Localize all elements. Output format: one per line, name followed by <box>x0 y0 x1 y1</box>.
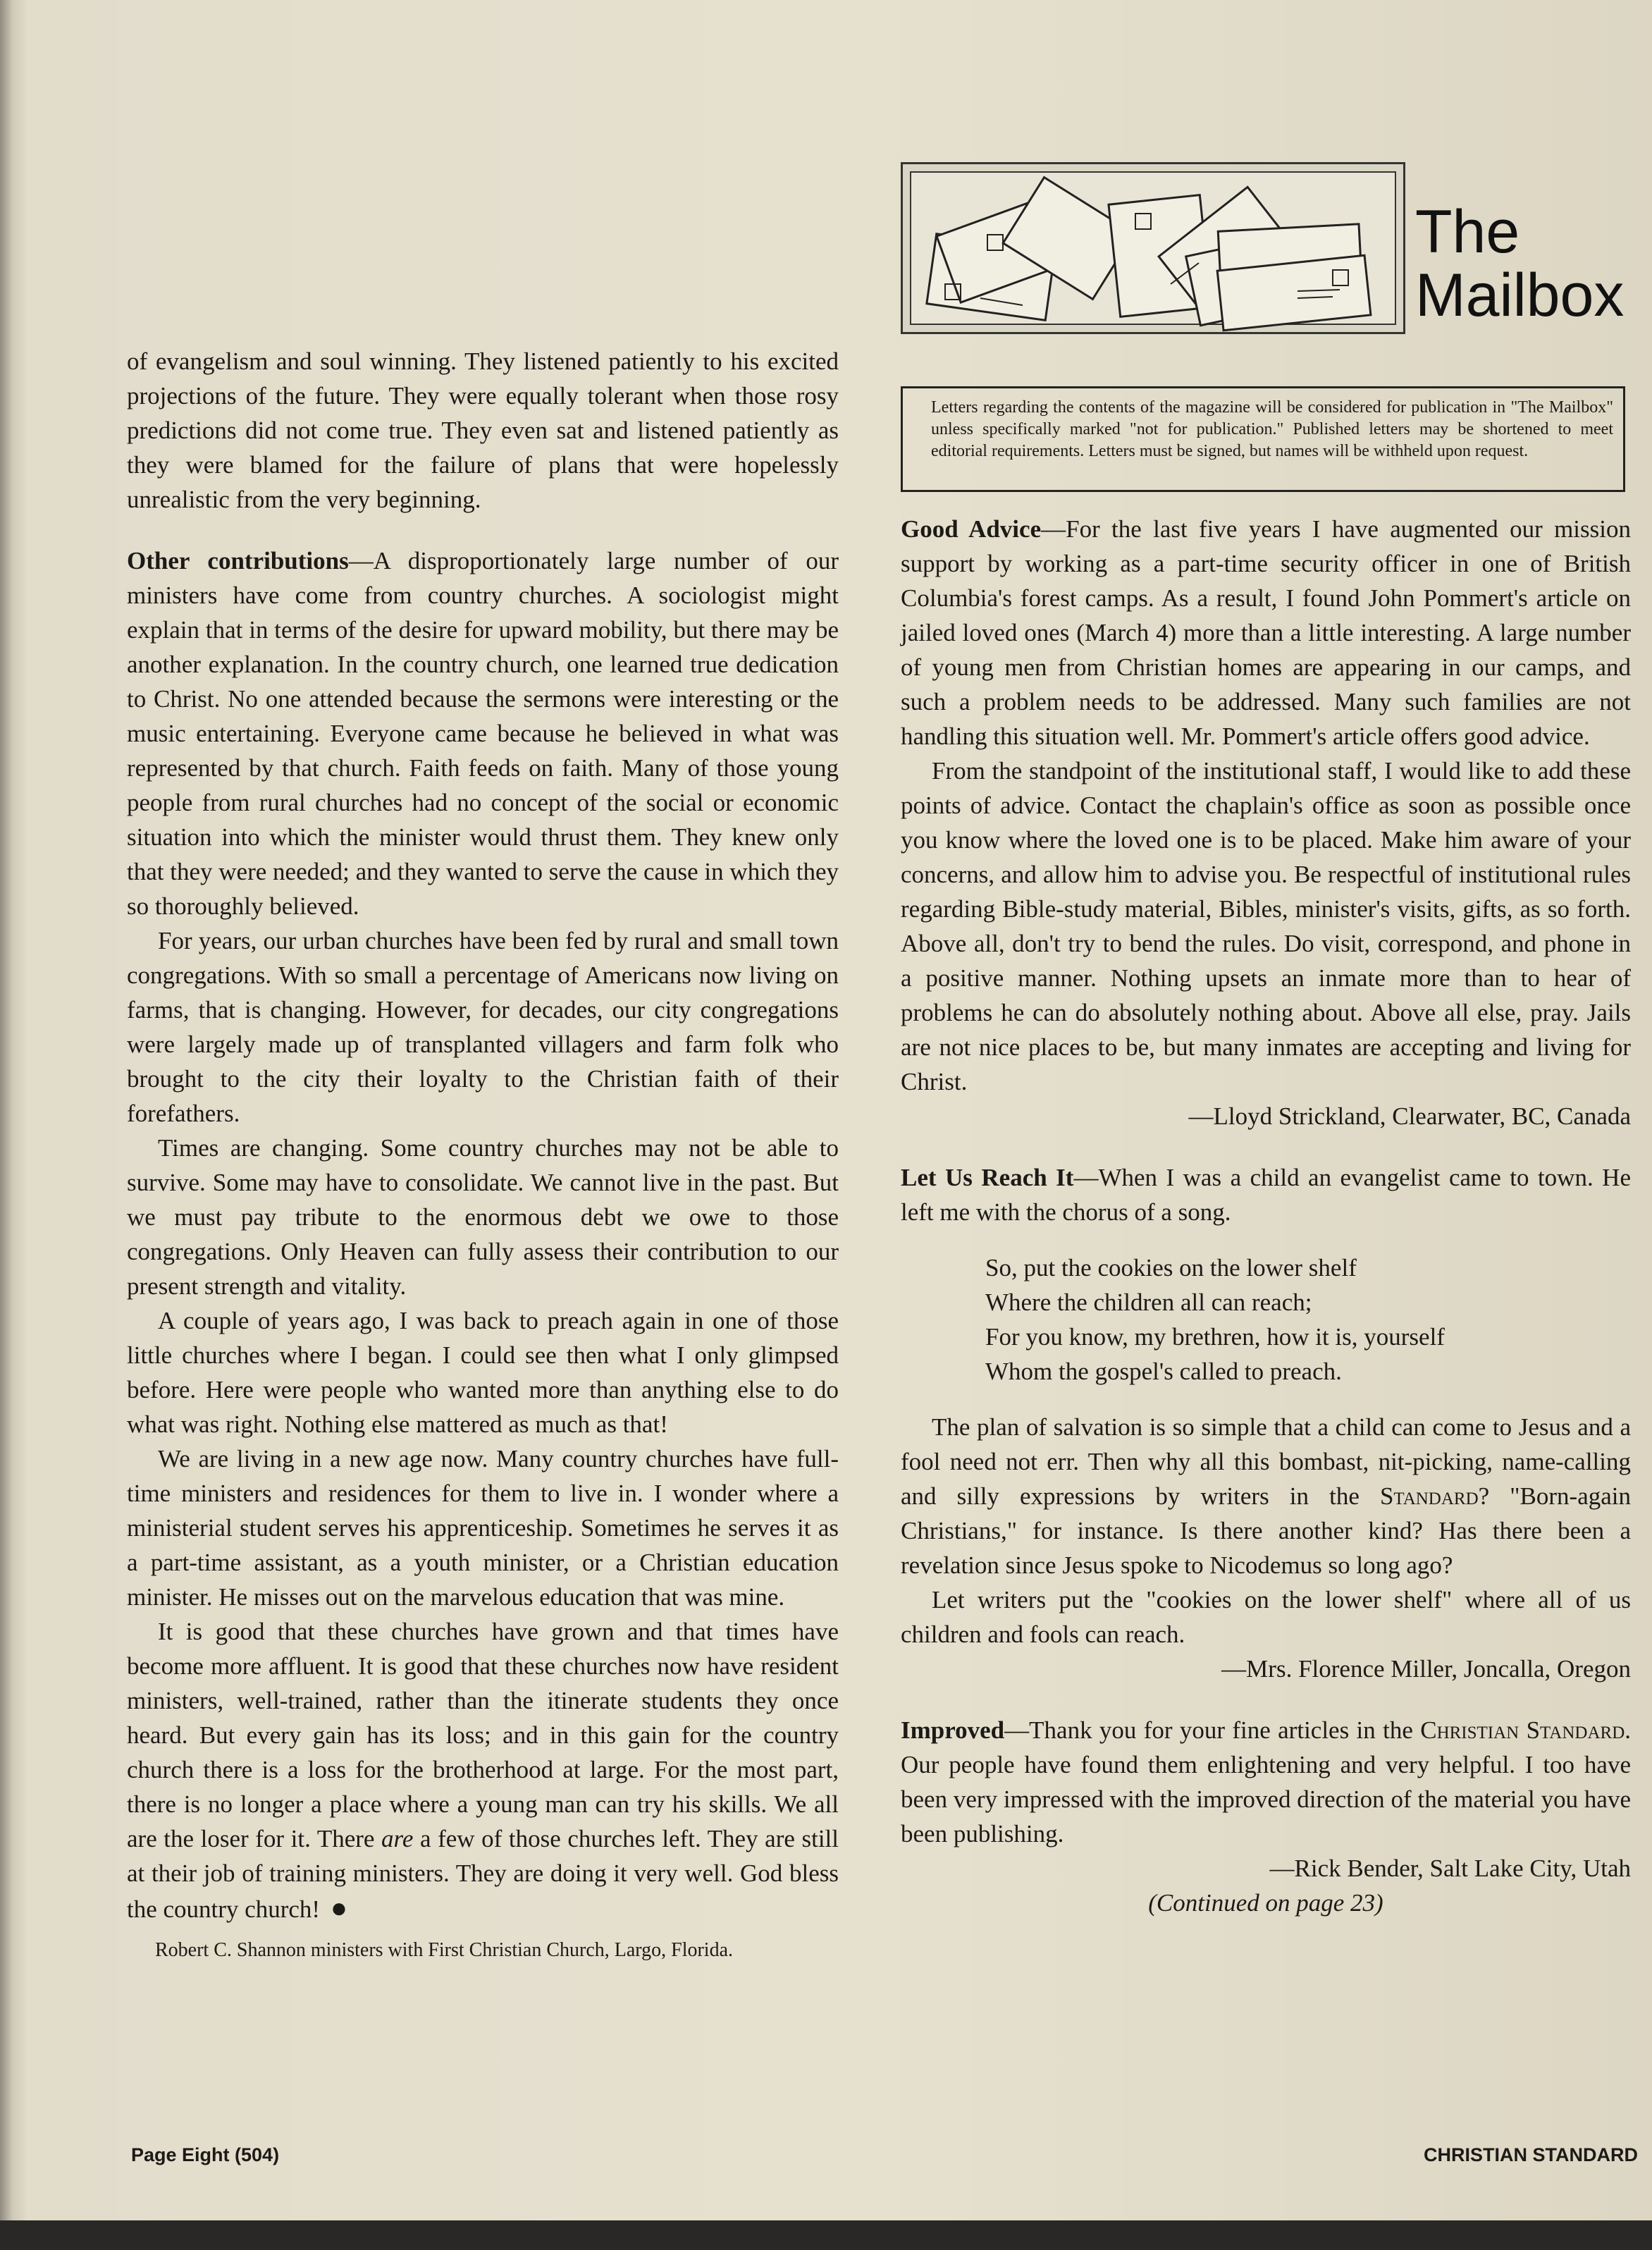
scan-edge <box>0 2220 1652 2250</box>
page-number: Page Eight (504) <box>131 2144 280 2165</box>
mailbox-notice: Letters regarding the contents of the magazine will be considered for publication in "The Mailbox" unless specifically marked "not for publication." Published letters may be shortened to meet editorial requirements. Letters must be signed, but names will be withheld upon request. <box>901 386 1625 492</box>
letter-paragraph: From the standpoint of the institutional staff, I would like to add these points of advice. Contact the chaplain's office as soon as possible once you know where the loved one is to be placed. Make him aware of your concerns, and allow him to advise you. Be respectful of institutional rules regarding Bible-study material, Bibles, minister's visits, gifts, as so forth. Above all, don't try to bend the rules. Do visit, correspond, and phone in a positive manner. Nothing upsets an inmate more than to hear of problems he can do absolutely nothing about. Above all else, pray. Jails are not nice places to be, but many inmates are accepting and living for Christ. <box>901 757 1631 1095</box>
article-paragraph: We are living in a new age now. Many country churches have full-time ministers and residences for them to live in. I wonder where a ministerial student serves his apprenticeship. Sometimes he serves it as a part-time assistant, as a youth minister, or a Christian education minister. He misses out on the marvelous education that was mine. <box>127 1445 839 1611</box>
article-paragraph: A couple of years ago, I was back to preach again in one of those little churches where I began. I could see then what I only glimpsed before. Here were people who wanted more than anything else to do what was right. Nothing else mattered as much as that! <box>127 1307 839 1438</box>
article-paragraph: Other contributions—A disproportionately large number of our ministers have come from country churches. A sociologist might explain that in terms of the desire for upward mobility, but there may be another explanation. In the country church, one learned true dedication to Christ. No one attended because the sermons were interesting or the music entertaining. Everyone came because he believed in what was represented by that church. Faith feeds on faith. Many of those young people from rural churches had no concept of the social or economic situation into which the minister would thrust them. They knew only that they were needed; and they wanted to serve the cause in which they so thoroughly believed. <box>127 547 839 920</box>
article-paragraph: It is good that these churches have grown and that times have become more affluent. It is good that these churches now have resident ministers, well-trained, rather than the itinerate students they once heard. But every gain has its loss; and in this gain for the country church there is a loss for the brotherhood at large. For the most part, there is no longer a place where a young man can try his skills. We all are the loser for it. There are a few of those churches left. They are still at their job of training ministers. They are doing it very well. God bless the country church! ● <box>127 1618 839 1924</box>
letter-paragraph: Let writers put the "cookies on the lower shelf" where all of us children and fools can reach. <box>901 1586 1631 1648</box>
letter-heading: Improved <box>901 1716 1005 1744</box>
letter-paragraph: Good Advice—For the last five years I have augmented our mission support by working as a part-time security officer in one of British Columbia's forest camps. As a result, I found John Pommert's article on jailed loved ones (March 4) more than a little interesting. A large number of young men from Christian homes are appearing in our camps, and such a problem needs to be addressed. Many such families are not handling this situation well. Mr. Pommert's article offers good advice. <box>901 515 1631 750</box>
song-chorus: So, put the cookies on the lower shelf Where the children all can reach; For you know, my brethren, how it is, yourself Whom the gospel's called to preach. <box>985 1254 1445 1385</box>
letter-signature: —Mrs. Florence Miller, Joncalla, Oregon <box>1221 1655 1631 1683</box>
article-column <box>127 344 839 1965</box>
letter-signature: —Rick Bender, Salt Lake City, Utah <box>1269 1855 1631 1882</box>
article-paragraph: Times are changing. Some country churches may not be able to survive. Some may have to consolidate. We cannot live in the past. But we must pay tribute to the enormous debt we owe to those congregations. Only Heaven can fully assess their contribution to our present strength and vitality. <box>127 1134 839 1300</box>
letter-heading: Good Advice <box>901 515 1042 543</box>
mailbox-title: The Mailbox <box>1415 198 1625 329</box>
continued-note: (Continued on page 23) <box>1148 1889 1383 1917</box>
letter-paragraph: The plan of salvation is so simple that a child can come to Jesus and a fool need not err. Then why all this bombast, nit-picking, name-calling and silly expressions by writers in the Standard? "Born-again Christians," for instance. Is there another kind? Has there been a revelation since Jesus spoke to Nicodemus so long ago? <box>901 1413 1632 1579</box>
subhead: Other contributions <box>127 547 349 574</box>
author-bio: Robert C. Shannon ministers with First Christian Church, Largo, Florida. <box>155 1939 733 1961</box>
end-bullet: ● <box>330 1892 347 1924</box>
envelopes-icon <box>903 164 1403 332</box>
publication-name: CHRISTIAN STANDARD <box>1424 2144 1638 2165</box>
letter-signature: —Lloyd Strickland, Clearwater, BC, Canada <box>1188 1102 1631 1130</box>
mailbox-illustration <box>901 162 1405 334</box>
letter-paragraph: Improved—Thank you for your fine articles in the Christian Standard. Our people have found them enlightening and very helpful. I too have been very impressed with the improved direction of the material you have been publishing. <box>901 1716 1631 1848</box>
letter-paragraph: Let Us Reach It—When I was a child an evangelist came to town. He left me with the chorus of a song. <box>901 1164 1631 1226</box>
article-paragraph: For years, our urban churches have been fed by rural and small town congregations. With so small a percentage of Americans now living on farms, that is changing. However, for decades, our city congregations were largely made up of transplanted villagers and farm folk who brought to the city their loyalty to the Christian faith of their forefathers. <box>127 927 839 1127</box>
letter-heading: Let Us Reach It <box>901 1164 1074 1191</box>
article-paragraph: of evangelism and soul winning. They listened patiently to his excited projections of the future. They were equally tolerant when those rosy predictions did not come true. They even sat and listened patiently as they were blamed for the failure of plans that were hopelessly unrealistic from the very beginning. <box>127 348 839 513</box>
letters-column <box>901 512 1631 1920</box>
